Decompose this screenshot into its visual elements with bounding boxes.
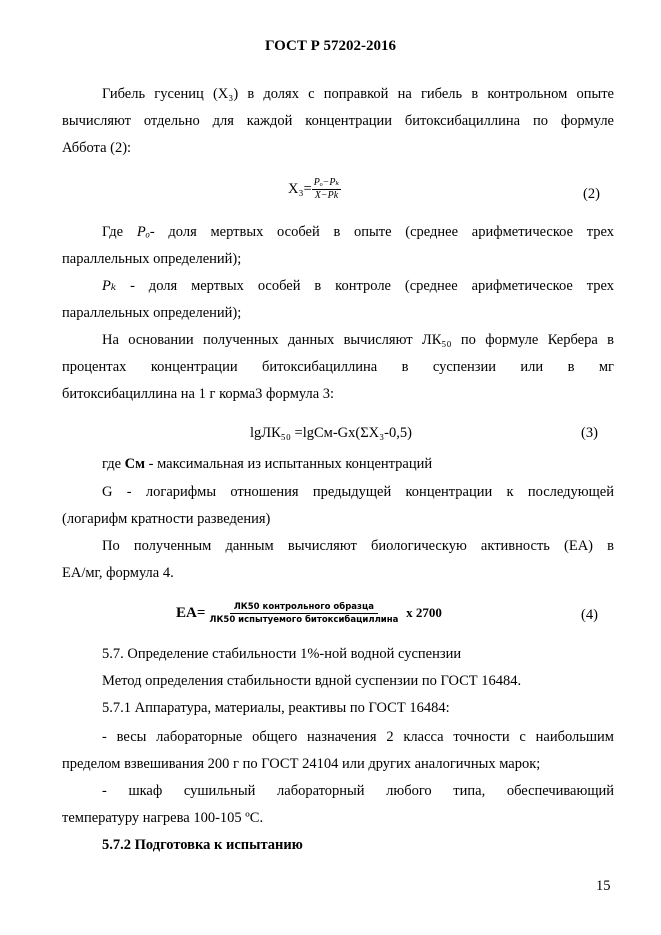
- formula-2-fraction: [312, 177, 341, 202]
- item-scales-line2: пределом взвешивания 200 г по ГОСТ 24104 или других аналогичных марок;: [62, 756, 541, 772]
- formula-4-denominator: ЛК50 испытуемого битоксибациллина: [209, 615, 399, 625]
- formula-3: lgЛК₅₀ =lgCм-Gx(ΣХ₃-0,5): [250, 425, 412, 441]
- section-5-7-heading: 5.7. Определение стабильности 1%-ной водной суспензии: [102, 646, 462, 662]
- formula-4-fraction: [205, 601, 402, 626]
- where-g-line1: G - логарифмы отношения предыдущей концентрации к последующей: [102, 484, 614, 500]
- formula-4-lhs: ЕА=: [176, 604, 206, 621]
- formula-2-denominator: X−Pk: [314, 190, 339, 201]
- where-po-text: - доля мертвых особей в опыте (среднее арифметическое трех: [149, 224, 614, 240]
- para2-line3: битоксибациллина на 1 г корма3 формула 3:: [62, 386, 335, 402]
- where-g-line2: (логарифм кратности разведения): [62, 511, 271, 527]
- where-cm-prefix: где: [102, 456, 125, 472]
- formula-4-number: (4): [581, 607, 598, 623]
- cm-symbol: См: [124, 456, 146, 472]
- formula-2-lhs: Х₃=: [288, 180, 312, 197]
- formula-2-number: (2): [583, 186, 600, 202]
- formula-4-multiplier: x 2700: [406, 604, 442, 620]
- where-pk-line2: параллельных определений);: [62, 305, 242, 321]
- item-oven-line1: - шкаф сушильный лабораторный любого типа, обеспечивающий: [102, 783, 614, 799]
- where-pk-line1: [102, 278, 614, 295]
- formula-3-number: (3): [581, 425, 598, 441]
- para2-line1: На основании полученных данных вычисляют ЛК₅₀ по формуле Кербера в: [102, 332, 614, 348]
- item-oven-line2: температуру нагрева 100-105 ºС.: [62, 810, 264, 826]
- where-cm-line: [102, 456, 614, 473]
- page-header: ГОСТ Р 57202-2016: [264, 38, 396, 54]
- pk-symbol: Pₖ: [102, 278, 117, 294]
- method-line: Метод определения стабильности вдной суспензии по ГОСТ 16484.: [102, 673, 522, 689]
- formula-4: [176, 601, 442, 626]
- po-symbol: Pₒ: [136, 224, 150, 240]
- para3-line2: ЕА/мг, формула 4.: [62, 565, 174, 581]
- para1-line1: Гибель гусениц (Х₃) в долях с поправкой на гибель в контрольном опыте: [102, 86, 614, 102]
- where-cm-text: - максимальная из испытанных концентраций: [145, 456, 433, 472]
- where-po-line2: параллельных определений);: [62, 251, 242, 267]
- para3-line1: По полученным данным вычисляют биологическую активность (ЕА) в: [102, 538, 614, 554]
- section-5-7-1-heading: 5.7.1 Аппаратура, материалы, реактивы по ГОСТ 16484:: [102, 700, 450, 716]
- formula-4-numerator: ЛК50 контрольного образца: [230, 601, 378, 614]
- para1-line3: Аббота (2):: [62, 140, 132, 156]
- para2-line2: процентах концентрации битоксибациллина в суспензии или в мг: [62, 359, 614, 375]
- where-po-line1: [102, 224, 614, 241]
- formula-2: [288, 177, 341, 202]
- section-5-7-2-heading: 5.7.2 Подготовка к испытанию: [102, 837, 303, 853]
- para1-line2: вычисляют отдельно для каждой концентрации битоксибациллина по формуле: [62, 113, 614, 129]
- where-po-prefix: Где: [102, 224, 137, 240]
- where-pk-text: - доля мертвых особей в контроле (среднее арифметическое трех: [116, 278, 614, 294]
- item-scales-line1: - весы лабораторные общего назначения 2 класса точности с наибольшим: [102, 729, 614, 745]
- formula-2-numerator: Pₒ−Pₖ: [313, 177, 340, 188]
- page-number: 15: [596, 878, 611, 894]
